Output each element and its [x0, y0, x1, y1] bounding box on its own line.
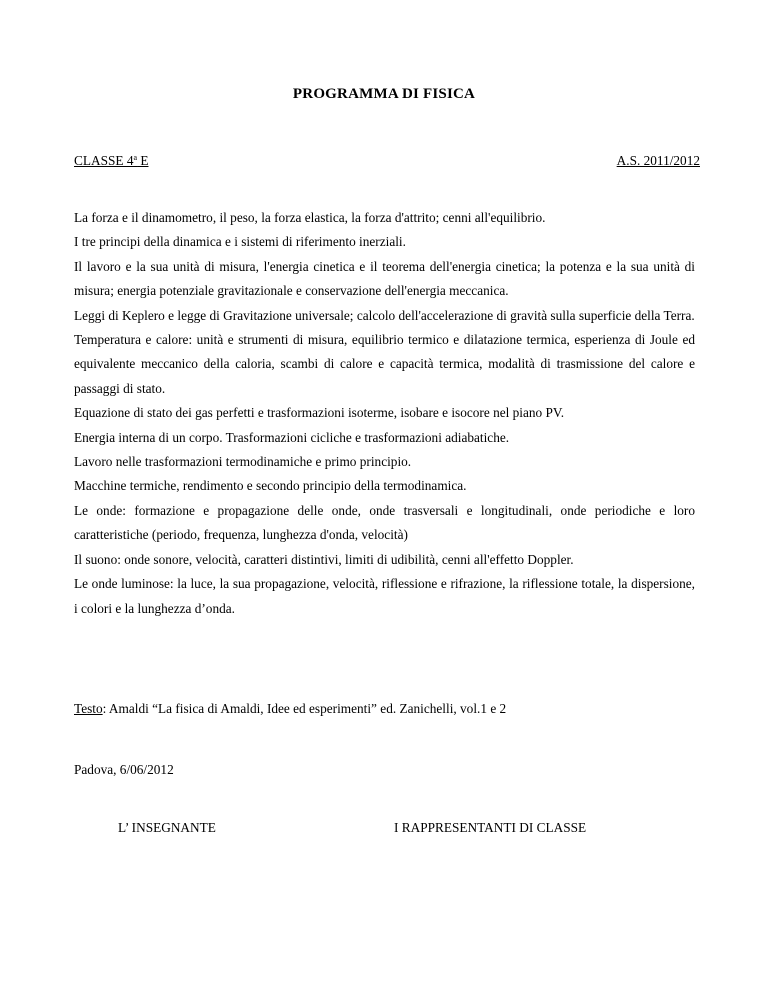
document-title: PROGRAMMA DI FISICA: [292, 86, 476, 102]
textbook-label: Testo: [74, 701, 103, 716]
program-paragraph: Le onde luminose: la luce, la sua propagazione, velocità, riflessione e rifrazione, la riflessione totale, la dispersione, i colori e la lunghezza d’onda.: [74, 576, 695, 616]
teacher-signature-label: L’ INSEGNANTE: [118, 820, 216, 835]
program-paragraph: Lavoro nelle trasformazioni termodinamiche e primo principio.: [74, 454, 412, 470]
representatives-signature-label: I RAPPRESENTANTI DI CLASSE: [394, 820, 587, 835]
textbook-reference: [74, 701, 714, 717]
class-label: [74, 153, 149, 169]
class-number: CLASSE 4: [74, 153, 134, 168]
program-paragraph: Il lavoro e la sua unità di misura, l'energia cinetica e il teorema dell'energia cinetica; la potenza e la sua unità di misura; energia potenziale gravitazionale e conservazione dell'energia meccanica.: [74, 258, 695, 299]
program-paragraph: Temperatura e calore: unità e strumenti di misura, equilibrio termico e dilatazione termica, esperienza di Joule ed equivalente meccanico della caloria, scambi di calore e capacità termica, modalità di trasmissione del calore e passaggi di stato.: [74, 332, 695, 396]
program-paragraph: Il suono: onde sonore, velocità, caratteri distintivi, limiti di udibilità, cenni all'effetto Doppler.: [74, 551, 574, 567]
class-section: E: [137, 153, 149, 168]
class-ordinal-superscript: a: [133, 153, 138, 162]
program-paragraph: I tre principi della dinamica e i sistemi di riferimento inerziali.: [74, 234, 406, 250]
program-paragraph: Macchine termiche, rendimento e secondo principio della termodinamica.: [74, 478, 467, 494]
textbook-value: : Amaldi “La fisica di Amaldi, Idee ed esperimenti” ed. Zanichelli, vol.1 e 2: [102, 701, 507, 716]
program-content: [74, 206, 695, 621]
place-date: Padova, 6/06/2012: [74, 762, 174, 777]
program-paragraph: La forza e il dinamometro, il peso, la forza elastica, la forza d'attrito; cenni all'equilibrio.: [74, 210, 546, 225]
program-paragraph: Equazione di stato dei gas perfetti e trasformazioni isoterme, isobare e isocore nel piano PV.: [74, 405, 565, 421]
school-year: A.S. 2011/2012: [616, 153, 700, 168]
program-paragraph: Energia interna di un corpo. Trasformazioni cicliche e trasformazioni adiabatiche.: [74, 429, 510, 445]
program-paragraph: Leggi di Keplero e legge di Gravitazione universale; calcolo dell'accelerazione di gravità sulla superficie della Terra.: [74, 307, 695, 323]
program-paragraph: Le onde: formazione e propagazione delle onde, onde trasversali e longitudinali, onde periodiche e loro caratteristiche (periodo, frequenza, lunghezza d'onda, velocità): [74, 502, 695, 543]
